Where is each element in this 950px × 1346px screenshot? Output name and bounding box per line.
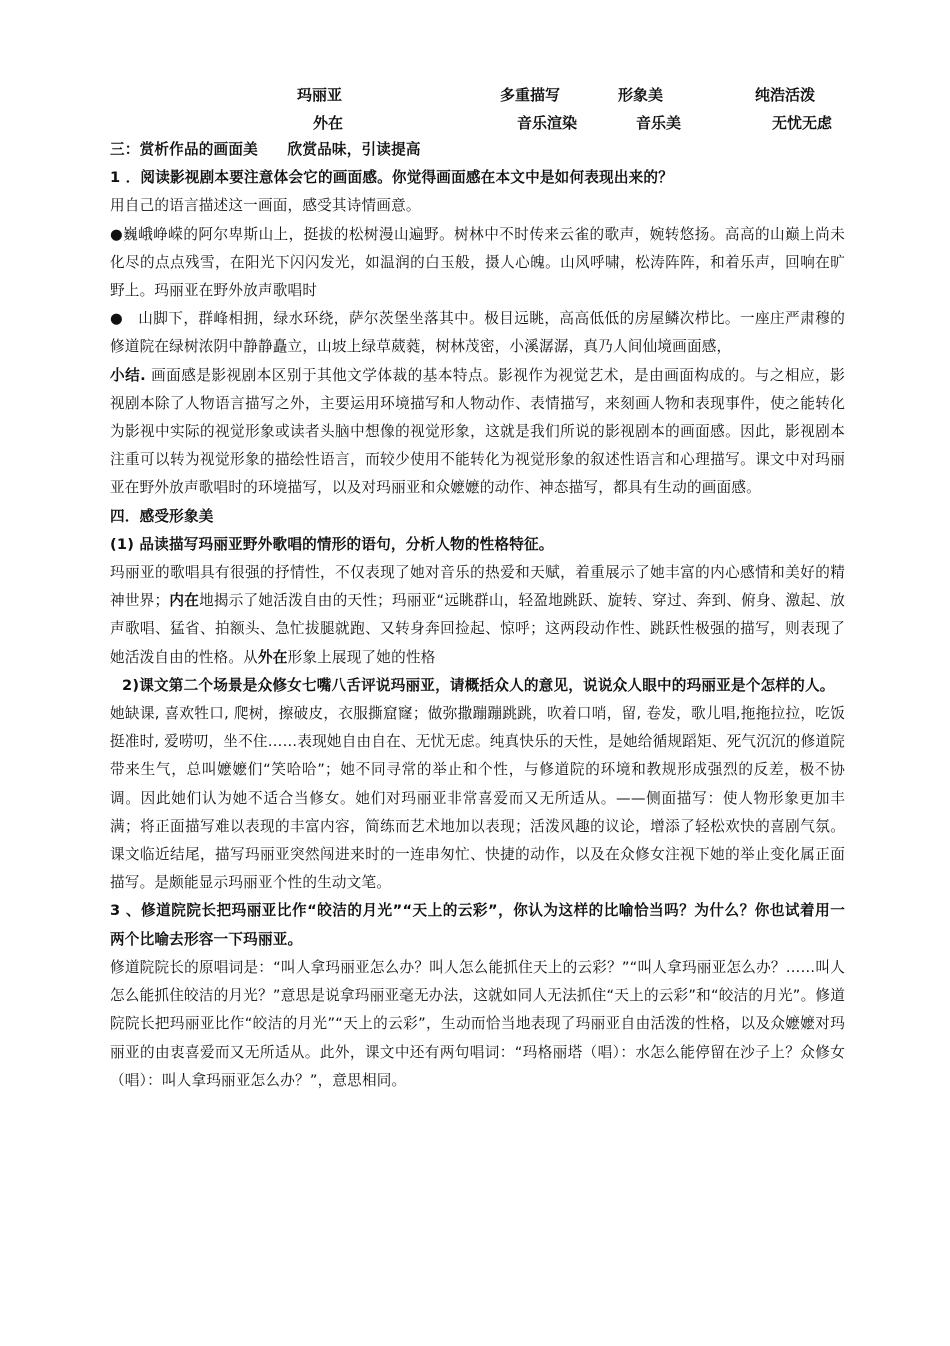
- section4-heading: 四．感受形象美: [110, 507, 214, 525]
- answer-emphasis: 外在: [257, 648, 288, 666]
- summary-row-2: [110, 108, 845, 136]
- section4-question-1: (1) 品读描写玛丽亚野外歌唱的情形的语句，分析人物的性格特征。: [110, 535, 554, 553]
- section4-answer-1: [110, 559, 845, 672]
- section3-intro: 用自己的语言描述这一画面，感受其诗情画意。: [110, 197, 421, 215]
- scene-description-2: ● 山脚下，群峰相拥，绿水环绕，萨尔茨堡坐落其中。极目远眺，高高低低的房屋鳞次栉比。一座庄严肃穆的修道院在绿树浓阴中静静矗立，山坡上绿草葳蕤，树林茂密，小溪潺潺，真乃人间仙境画面感，: [110, 310, 845, 356]
- summary-text: 画面感是影视剧本区别于其他文学体裁的基本特点。影视作为视觉艺术，是由画面构成的。与之相应，影视剧本除了人物语言描写之外，主要运用环境描写和人物动作、表情描写，来刻画人物和表现事件，使之能转化为影视中实际的视觉形象或读者头脑中想像的视觉形象，这就是我们所说的影视剧本的画面感。因此，影视剧本注重可以转为视觉形象的描绘性语言，而较少使用不能转化为视觉形象的叙述性语言和心理描写。课文中对玛丽亚在野外放声歌唱时的环境描写，以及对玛丽亚和众嬷嬷的动作、神态描写，都具有生动的画面感。: [110, 366, 845, 497]
- answer-emphasis: 内在: [169, 592, 200, 610]
- answer-text: 玛丽亚的歌唱具有很强的抒情性，不仅表现了她对音乐的热爱和天赋，着重展示了她丰富的内心感情和美好的精神世界；: [110, 564, 845, 610]
- summary-cell: 音乐美: [636, 114, 682, 132]
- section4-question-3: 3 、修道院院长把玛丽亚比作“皎洁的月光”“天上的云彩”，你认为这样的比喻恰当吗？为什么？你也试着用一两个比喻去形容一下玛丽亚。: [110, 902, 845, 948]
- summary-cell: 外在: [313, 114, 344, 132]
- section3-summary: [110, 362, 845, 503]
- scene-description-1: ●巍峨峥嵘的阿尔卑斯山上，挺拔的松树漫山遍野。树林中不时传来云雀的歌声，婉转悠扬。高高的山巅上尚未化尽的点点残雪，在阳光下闪闪发光，如温润的白玉般，摄人心魄。山风呼啸，松涛阵阵，和着乐声，回响在旷野上。玛丽亚在野外放声歌唱时: [110, 225, 845, 300]
- section3-heading: 三：赏析作品的画面美 欣赏品味，引读提高: [110, 141, 421, 158]
- answer-text: 形象上展现了她的性格: [287, 648, 436, 666]
- section4-question-2: 2)课文第二个场景是众修女七嘴八舌评说玛丽亚，请概括众人的意见，说说众人眼中的玛丽亚是个怎样的人。: [122, 676, 835, 694]
- section4-answer-3: 修道院院长的原唱词是：“叫人拿玛丽亚怎么办？叫人怎么能抓住天上的云彩？”“叫人拿玛丽亚怎么办？……叫人怎么能抓住皎洁的月光？”意思是说拿玛丽亚毫无办法，这就如同人无法抓住“天上的云彩”和“皎洁的月光”。修道院院长把玛丽亚比作“皎洁的月光”“天上的云彩”，生动而恰当地表现了玛丽亚自由活泼的性格，以及众嬷嬷对玛丽亚的由衷喜爱而又无所适从。此外，课文中还有两句唱词：“玛格丽塔（唱）：水怎么能停留在沙子上？众修女（唱）：叫人拿玛丽亚怎么办？”，意思相同。: [110, 958, 845, 1089]
- document-page: [110, 80, 845, 1095]
- answer-text: 地揭示了她活泼自由的天性；玛丽亚“远眺群山，轻盈地跳跃、旋转、穿过、奔到、俯身、激起、放声歌唱、猛省、拍额头、急忙拔腿就跑、又转身奔回捡起、惊呼；这两段动作性、跳跃性极强的描写，则表现了她活泼自由的性格。从: [110, 592, 845, 666]
- summary-cell: 多重描写: [500, 86, 561, 104]
- summary-cell: 形象美: [618, 86, 664, 104]
- section3-question-1: 1 ．阅读影视剧本要注意体会它的画面感。你觉得画面感在本文中是如何表现出来的？: [110, 169, 674, 187]
- summary-label: 小结.: [110, 366, 146, 384]
- summary-cell: 无忧无虑: [772, 114, 833, 132]
- summary-cell: 玛丽亚: [297, 86, 343, 104]
- summary-cell: 音乐渲染: [517, 114, 578, 132]
- section4-answer-2: 她缺课, 喜欢牲口, 爬树，擦破皮，衣服撕窟窿；做弥撒蹦蹦跳跳，吹着口哨，留, 卷发，歌儿唱,拖拖拉拉，吃饭挺准时, 爱唠叨，坐不住……表现她自由自在、无忧无虑。纯真快乐的天性，是她给循规蹈矩、死气沉沉的修道院带来生气，总叫嬷嬷们“笑哈哈”；她不同寻常的举止和个性，与修道院的环境和教规形成强烈的反差，极不协调。因此她们认为她不适合当修女。她们对玛丽亚非常喜爱而又无所适从。——侧面描写：使人物形象更加丰满；将正面描写难以表现的丰富内容，简练而艺术地加以表现；活泼风趣的议论，增添了轻松欢快的喜剧气氛。课文临近结尾，描写玛丽亚突然闯进来时的一连串匆忙、快捷的动作，以及在众修女注视下她的举止变化属正面描写。是颇能显示玛丽亚个性的生动文笔。: [110, 705, 845, 892]
- summary-row-1: [110, 80, 845, 108]
- summary-cell: 纯浩活泼: [755, 86, 816, 104]
